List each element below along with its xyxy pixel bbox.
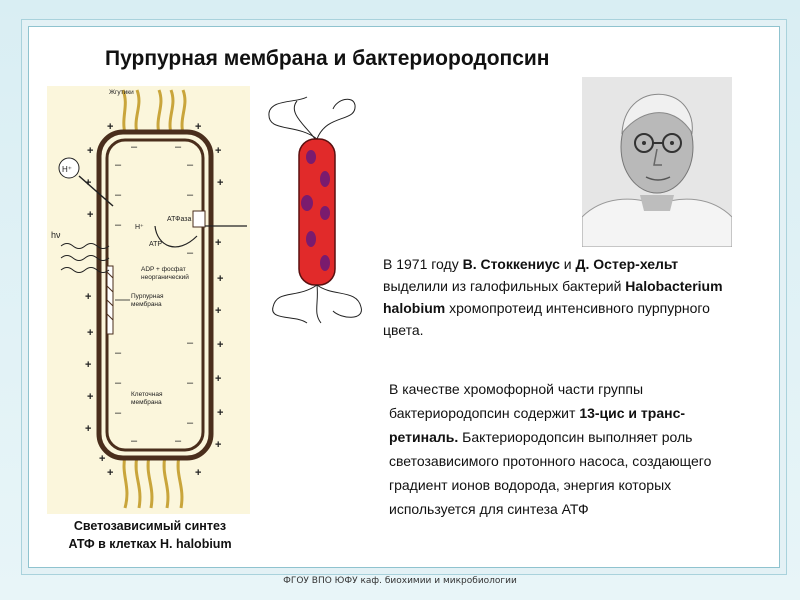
p2-retinal: 13-цис и транс-ретиналь. [389, 405, 686, 445]
svg-text:+: + [215, 439, 222, 451]
svg-text:–: – [187, 247, 194, 259]
p2-text-1: В качестве хромофорной части группы бактериородопсин содержит [389, 381, 644, 421]
atpase-block [193, 211, 205, 227]
atp-label: ATP [149, 241, 163, 248]
caption-line2: АТФ в клетках H. halobium [68, 537, 232, 551]
light-waves [61, 244, 109, 273]
svg-text:–: – [115, 377, 122, 389]
svg-text:–: – [175, 141, 182, 153]
bacterium-flagella-top [269, 97, 355, 139]
svg-text:+: + [85, 359, 92, 371]
scientist-portrait [582, 77, 732, 247]
bacterium-illustration [257, 93, 377, 325]
svg-text:+: + [217, 273, 224, 285]
svg-text:+: + [215, 305, 222, 317]
portrait-svg [582, 77, 732, 247]
svg-text:+: + [87, 209, 94, 221]
svg-text:+: + [195, 467, 202, 479]
svg-text:+: + [215, 145, 222, 157]
caption-line1: Светозависимый синтез [73, 519, 227, 533]
svg-text:–: – [115, 159, 122, 171]
svg-text:–: – [187, 159, 194, 171]
svg-text:–: – [187, 189, 194, 201]
svg-text:+: + [215, 237, 222, 249]
svg-text:+: + [87, 391, 94, 403]
svg-text:–: – [187, 417, 194, 429]
flagella-label: Жгутики [109, 89, 134, 96]
footer-text: ФГОУ ВПО ЮФУ каф. биохимии и микробиологии [283, 576, 517, 586]
bottom-flagella [124, 456, 182, 508]
purple-membrane-label-line2: мембрана [131, 301, 162, 308]
bacterium-svg [257, 93, 377, 325]
purple-membrane-patch [107, 266, 113, 334]
svg-text:+: + [85, 177, 92, 189]
adp-label-line1: ADP + фосфат [141, 266, 186, 273]
svg-text:+: + [85, 291, 92, 303]
top-flagella [123, 90, 185, 134]
hv-label: hν [51, 230, 61, 240]
slide-title: Пурпурная мембрана и бактериородопсин [105, 47, 550, 70]
svg-text:–: – [131, 141, 138, 153]
cell-membrane-label-line2: мембрана [131, 399, 162, 406]
p1-text-2: и [559, 256, 576, 272]
svg-text:+: + [195, 121, 202, 133]
svg-text:+: + [99, 453, 106, 465]
p1-text-1: В 1971 году [383, 256, 463, 272]
h-plus-in-label: H⁺ [135, 224, 144, 231]
purple-membrane-label-line1: Пурпурная [131, 293, 164, 300]
p1-name-oesterhelt: Д. Остер-хельт [575, 256, 679, 272]
svg-text:+: + [85, 423, 92, 435]
function-paragraph [389, 377, 739, 521]
svg-text:+: + [217, 407, 224, 419]
svg-text:+: + [87, 145, 94, 157]
svg-text:–: – [175, 435, 182, 447]
svg-text:+: + [87, 327, 94, 339]
svg-text:+: + [215, 373, 222, 385]
p1-species-name: Halobacterium halobium [383, 278, 723, 316]
svg-text:–: – [115, 407, 122, 419]
cell-diagram-svg [47, 86, 250, 514]
svg-text:–: – [115, 347, 122, 359]
svg-text:+: + [217, 177, 224, 189]
h-plus-out-label: H⁺ [62, 165, 72, 174]
discovery-paragraph [383, 253, 743, 341]
diagram-caption [44, 517, 256, 553]
atpase-label: АТФаза [167, 216, 192, 223]
svg-text:–: – [187, 337, 194, 349]
svg-text:–: – [115, 189, 122, 201]
p1-text-4: хромопротеид интенсивного пурпурного цвета. [383, 300, 710, 338]
p2-text-2: Бактериородопсин выполняет роль светозависимого протонного насоса, создающего градиент ионов водорода, энергия которых используется для синтеза АТФ [389, 429, 712, 517]
svg-text:–: – [187, 377, 194, 389]
p1-text-3: выделили из галофильных бактерий [383, 278, 626, 294]
svg-text:–: – [131, 435, 138, 447]
svg-text:+: + [107, 121, 114, 133]
adp-label-line2: неорганический [141, 274, 189, 281]
atp-synthesis-diagram [47, 86, 250, 514]
svg-text:–: – [115, 219, 122, 231]
bacterium-flagella-bottom [273, 285, 362, 323]
svg-text:+: + [107, 467, 114, 479]
p1-name-stoeckenius: В. Стоккениус [462, 256, 560, 272]
svg-text:+: + [217, 339, 224, 351]
cell-membrane-label-line1: Клеточная [131, 391, 163, 398]
